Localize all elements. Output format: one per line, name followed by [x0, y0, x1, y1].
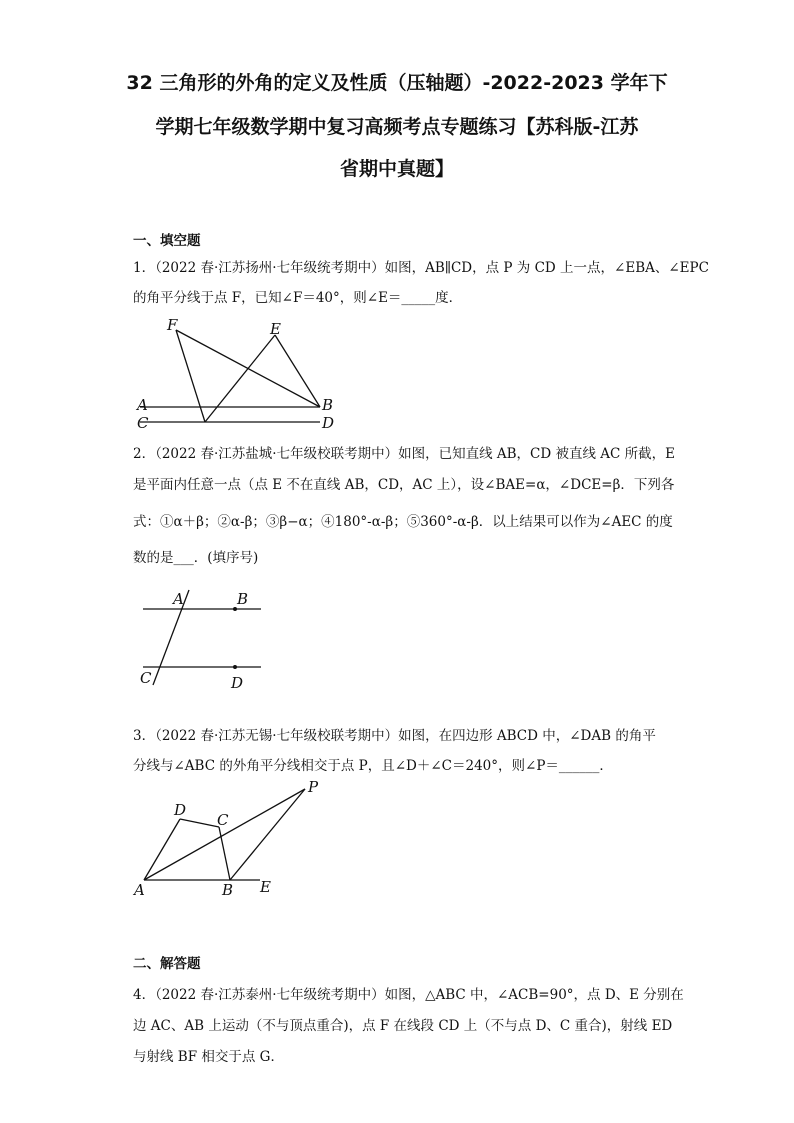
label-a: A	[137, 396, 148, 414]
label-d: D	[231, 674, 244, 692]
q2-figure	[135, 585, 270, 695]
label-a: A	[134, 881, 145, 899]
page-title-line-2: 学期七年级数学期中复习高频考点专题练习【苏科版-江苏	[155, 116, 639, 138]
q1-line-2: 的角平分线于点 F，已知∠F＝40°，则∠E＝_____度．	[133, 290, 463, 306]
label-b: B	[237, 590, 249, 608]
q3-line-2: 分线与∠ABC 的外角平分线相交于点 P，且∠D＋∠C＝240°，则∠P＝______．	[133, 758, 613, 774]
label-d: D	[322, 414, 335, 432]
q3-line-1: 3．（2022 春·江苏无锡·七年级校联考期中）如图，在四边形 ABCD 中，∠DAB 的角平	[133, 728, 656, 744]
q2-line-2: 是平面内任意一点（点 E 不在直线 AB，CD，AC 上），设∠BAE=α，∠DCE=β．下列各	[133, 477, 675, 493]
label-d: D	[174, 801, 187, 819]
label-c: C	[217, 811, 229, 829]
label-b: B	[322, 396, 334, 414]
q1-line-1: 1．（2022 春·江苏扬州·七年级统考期中）如图，AB∥CD，点 P 为 CD 上一点，∠EBA、∠EPC	[133, 260, 709, 276]
q3-figure	[130, 780, 330, 900]
page-title-line-1: 32 三角形的外角的定义及性质（压轴题）-2022-2023 学年下	[126, 72, 668, 94]
q2-line-1: 2．（2022 春·江苏盐城·七年级校联考期中）如图，已知直线 AB，CD 被直线 AC 所截，E	[133, 446, 675, 462]
q4-line-3: 与射线 BF 相交于点 G．	[133, 1049, 284, 1065]
label-e: E	[270, 320, 281, 338]
q2-line-3: 式：①α＋β；②α-β；③β−α；④180°-α-β；⑤360°-α-β．以上结果可以作为∠AEC 的度	[133, 514, 673, 530]
q1-figure	[130, 312, 350, 432]
section-heading-solutions: 二、解答题	[133, 956, 201, 972]
label-c: C	[140, 669, 152, 687]
q4-line-2: 边 AC、AB 上运动（不与顶点重合)，点 F 在线段 CD 上（不与点 D、C 重合)，射线 ED	[133, 1018, 673, 1034]
label-a: A	[173, 590, 184, 608]
q2-line-4: 数的是___．(填序号)	[133, 550, 259, 566]
label-b: B	[222, 881, 234, 899]
page-title-line-3: 省期中真题】	[339, 158, 454, 180]
label-e: E	[260, 878, 271, 896]
q4-line-1: 4．（2022 春·江苏泰州·七年级统考期中）如图，△ABC 中，∠ACB=90°，点 D、E 分别在	[133, 987, 684, 1003]
label-c: C	[137, 414, 149, 432]
section-heading-fill-in: 一、填空题	[133, 233, 201, 249]
label-p: P	[308, 780, 319, 796]
label-f: F	[167, 316, 178, 334]
